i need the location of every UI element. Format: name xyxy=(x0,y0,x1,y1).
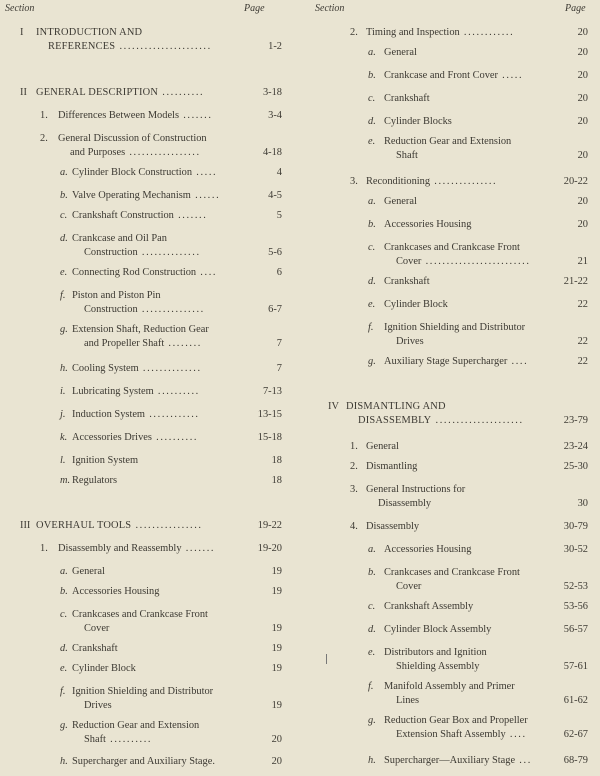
leader-dots: ....... xyxy=(179,110,213,121)
toc-entry-title: Ignition Shielding and Distributor xyxy=(72,686,214,697)
toc-entry-number: h. xyxy=(60,756,68,767)
toc-page-number: 19-22 xyxy=(257,520,282,531)
toc-entry-title: Lines xyxy=(396,695,420,706)
toc-entry-number: b. xyxy=(368,70,376,81)
toc-page-number: 19 xyxy=(271,586,282,597)
leader-dots: ................. xyxy=(125,147,201,158)
toc-entry-number: c. xyxy=(368,601,376,612)
leader-dots: ............... xyxy=(137,304,205,315)
leader-dots: .......... xyxy=(153,386,200,397)
toc-entry-title: Reduction Gear Box and Propeller xyxy=(384,715,528,726)
toc-entry-number: c. xyxy=(60,210,68,221)
leader-dots: .... xyxy=(505,729,527,740)
toc-page-number: 4 xyxy=(276,167,282,178)
toc-entry-number: 3. xyxy=(350,176,358,187)
toc-page-number: 56-57 xyxy=(563,624,588,635)
leader-dots: ....... xyxy=(181,543,216,554)
toc-entry-number: g. xyxy=(60,720,68,731)
leader-dots: .......... xyxy=(105,734,153,745)
toc-entry-title: General xyxy=(366,441,399,452)
toc-entry-number: c. xyxy=(60,609,68,620)
toc-page-number: 5-6 xyxy=(268,247,282,258)
toc-entry-title: Crankcase and Oil Pan xyxy=(72,233,167,244)
toc-entry-title: Cylinder Blocks xyxy=(384,116,452,127)
toc-page-number: 3-4 xyxy=(268,110,282,121)
toc-page-number: 20 xyxy=(577,196,588,207)
toc-page-number: 23-79 xyxy=(563,415,588,426)
toc-page-number: 1-2 xyxy=(268,41,282,52)
leader-dots: ...................... xyxy=(115,41,212,52)
toc-page-number: 22 xyxy=(577,356,588,367)
toc-page-number: 30-52 xyxy=(563,544,588,555)
toc-entry-number: a. xyxy=(368,47,376,58)
toc-entry-title: Crankshaft Construction ....... xyxy=(72,210,208,221)
toc-entry-number: 2. xyxy=(40,133,48,144)
toc-page-number: 7-13 xyxy=(262,386,282,397)
toc-entry-title: Crankcases and Crankcase Front xyxy=(72,609,208,620)
toc-entry-title: DISMANTLING AND xyxy=(346,401,446,412)
toc-entry-number: III xyxy=(20,520,31,531)
toc-entry-title: Crankcases and Crankcase Front xyxy=(384,242,520,253)
toc-page-number: 19 xyxy=(271,566,282,577)
toc-entry-number: i. xyxy=(60,386,66,397)
toc-entry-title: Cylinder Block Construction ..... xyxy=(72,167,218,178)
toc-entry-number: b. xyxy=(60,586,68,597)
leader-dots: ...... xyxy=(190,190,221,201)
toc-entry-number: 3. xyxy=(350,484,358,495)
page-header-label: Page xyxy=(244,3,265,14)
toc-entry-number: f. xyxy=(368,681,374,692)
toc-entry-title: Timing and Inspection ............ xyxy=(366,27,515,38)
toc-entry-title: Crankshaft Assembly xyxy=(384,601,474,612)
toc-entry-title: REFERENCES ...................... xyxy=(48,41,212,52)
toc-entry-number: f. xyxy=(60,686,66,697)
leader-dots: ....... xyxy=(173,210,208,221)
toc-page-number: 5 xyxy=(276,210,282,221)
leader-dots: ........ xyxy=(164,338,202,349)
toc-page-number: 3-18 xyxy=(262,87,282,98)
toc-entry-title: Cover ......................... xyxy=(396,256,531,267)
toc-entry-title: Accessories Housing xyxy=(384,219,472,230)
toc-entry-number: a. xyxy=(368,544,376,555)
toc-entry-title: OVERHAUL TOOLS ................ xyxy=(36,520,203,531)
toc-entry-number: 2. xyxy=(350,461,358,472)
leader-dots: .............. xyxy=(137,247,201,258)
toc-entry-title: General xyxy=(72,566,105,577)
toc-entry-title: Reconditioning ............... xyxy=(366,176,498,187)
toc-page-number: 20 xyxy=(577,150,588,161)
toc-entry-number: d. xyxy=(60,233,68,244)
toc-entry-title: Auxiliary Stage Supercharger .... xyxy=(384,356,529,367)
toc-entry-title: Crankcases and Crankcase Front xyxy=(384,567,520,578)
toc-entry-title: Crankshaft xyxy=(384,276,430,287)
toc-page-number: 18 xyxy=(271,455,282,466)
toc-entry-title: Differences Between Models ....... xyxy=(58,110,213,121)
toc-entry-title: Crankshaft xyxy=(72,643,118,654)
leader-dots: ..... xyxy=(192,167,218,178)
toc-entry-number: a. xyxy=(368,196,376,207)
toc-entry-number: II xyxy=(20,87,27,98)
leader-dots: .............. xyxy=(138,363,202,374)
left-column xyxy=(0,0,292,776)
toc-entry-number: IV xyxy=(328,401,339,412)
toc-entry-number: b. xyxy=(368,219,376,230)
toc-page-number: 6 xyxy=(276,267,282,278)
toc-entry-number: e. xyxy=(368,136,376,147)
toc-entry-title: Shielding Assembly xyxy=(396,661,480,672)
toc-entry-title: Piston and Piston Pin xyxy=(72,290,161,301)
toc-page-number: 22 xyxy=(577,299,588,310)
toc-entry-number: I xyxy=(20,27,24,38)
toc-page-number: 20 xyxy=(577,27,588,38)
toc-entry-title: and Purposes ................. xyxy=(70,147,201,158)
toc-entry-title: Cylinder Block xyxy=(72,663,136,674)
leader-dots: ................ xyxy=(131,520,203,531)
leader-dots: ............ xyxy=(145,409,200,420)
toc-page-number: 23-24 xyxy=(563,441,588,452)
toc-entry-title: Induction System ............ xyxy=(72,409,200,420)
toc-entry-number: 2. xyxy=(350,27,358,38)
toc-entry-number: k. xyxy=(60,432,68,443)
toc-entry-number: f. xyxy=(368,322,374,333)
toc-entry-title: Disassembly xyxy=(366,521,420,532)
toc-entry-title: Ignition Shielding and Distributor xyxy=(384,322,526,333)
toc-page-number: 21 xyxy=(577,256,588,267)
toc-entry-title: Shaft .......... xyxy=(84,734,153,745)
toc-entry-title: Extension Shaft Assembly .... xyxy=(396,729,527,740)
toc-entry-number: e. xyxy=(368,299,376,310)
toc-entry-title: Supercharger—Auxiliary Stage ... xyxy=(384,755,532,766)
toc-entry-title: Cover xyxy=(396,581,422,592)
toc-entry-title: Cover xyxy=(84,623,110,634)
toc-entry-title: Crankshaft xyxy=(384,93,430,104)
toc-entry-number: g. xyxy=(368,356,376,367)
toc-page-number: 20 xyxy=(271,756,282,767)
right-column xyxy=(308,0,600,776)
toc-page-number: 7 xyxy=(276,363,282,374)
toc-entry-number: h. xyxy=(60,363,68,374)
section-header-label: Section xyxy=(5,3,35,14)
toc-entry-number: d. xyxy=(368,276,376,287)
toc-page-number: 19-20 xyxy=(257,543,282,554)
toc-entry-number: g. xyxy=(368,715,376,726)
toc-entry-number: 1. xyxy=(40,110,48,121)
toc-entry-title: Construction .............. xyxy=(84,247,201,258)
toc-entry-title: Lubricating System .......... xyxy=(72,386,200,397)
toc-page-number: 30-79 xyxy=(563,521,588,532)
toc-entry-title: Ignition System xyxy=(72,455,139,466)
toc-page-number: 52-53 xyxy=(563,581,588,592)
toc-page-number: 61-62 xyxy=(563,695,588,706)
toc-entry-number: 4. xyxy=(350,521,358,532)
toc-entry-title: Crankcase and Front Cover ..... xyxy=(384,70,524,81)
toc-entry-title: Reduction Gear and Extension xyxy=(384,136,512,147)
toc-entry-number: g. xyxy=(60,324,68,335)
leader-dots: ..... xyxy=(497,70,524,81)
toc-page-number: 25-30 xyxy=(563,461,588,472)
toc-entry-number: b. xyxy=(60,190,68,201)
leader-dots: ............ xyxy=(459,27,515,38)
toc-entry-title: Accessories Drives .......... xyxy=(72,432,199,443)
toc-entry-title: Supercharger and Auxiliary Stage. xyxy=(72,756,215,767)
scan-mark xyxy=(326,654,327,664)
toc-page-number: 21-22 xyxy=(563,276,588,287)
leader-dots: .... xyxy=(507,356,529,367)
toc-page-number: 19 xyxy=(271,643,282,654)
toc-entry-number: e. xyxy=(60,663,68,674)
toc-entry-title: Construction ............... xyxy=(84,304,205,315)
section-header-label-right: Section xyxy=(315,3,345,14)
toc-entry-title: Distributors and Ignition xyxy=(384,647,487,658)
toc-entry-number: d. xyxy=(368,624,376,635)
toc-page-number: 13-15 xyxy=(257,409,282,420)
toc-entry-title: Disassembly xyxy=(378,498,432,509)
toc-entry-number: e. xyxy=(368,647,376,658)
toc-page-number: 22 xyxy=(577,336,588,347)
toc-entry-number: c. xyxy=(368,93,376,104)
toc-page-number: 19 xyxy=(271,700,282,711)
toc-page-number: 18 xyxy=(271,475,282,486)
toc-entry-number: d. xyxy=(368,116,376,127)
toc-entry-title: Cylinder Block xyxy=(384,299,448,310)
toc-page-number: 53-56 xyxy=(563,601,588,612)
toc-page-number: 6-7 xyxy=(268,304,282,315)
toc-page-number: 20 xyxy=(577,70,588,81)
toc-entry-number: 1. xyxy=(40,543,48,554)
toc-entry-number: d. xyxy=(60,643,68,654)
toc-entry-number: 1. xyxy=(350,441,358,452)
toc-page-number: 19 xyxy=(271,623,282,634)
toc-entry-title: Valve Operating Mechanism ...... xyxy=(72,190,221,201)
toc-entry-title: General Discussion of Construction xyxy=(58,133,207,144)
toc-entry-number: m. xyxy=(60,475,71,486)
leader-dots: ..................... xyxy=(431,415,524,426)
toc-page-number: 20 xyxy=(577,93,588,104)
toc-entry-title: Connecting Rod Construction .... xyxy=(72,267,218,278)
toc-entry-number: b. xyxy=(368,567,376,578)
toc-entry-title: and Propeller Shaft ........ xyxy=(84,338,202,349)
toc-entry-number: c. xyxy=(368,242,376,253)
toc-entry-title: Dismantling xyxy=(366,461,418,472)
toc-entry-title: Accessories Housing xyxy=(384,544,472,555)
toc-page-number: 20-22 xyxy=(563,176,588,187)
toc-entry-number: h. xyxy=(368,755,376,766)
toc-entry-title: INTRODUCTION AND xyxy=(36,27,143,38)
toc-entry-title: General xyxy=(384,196,417,207)
leader-dots: .......... xyxy=(158,87,205,98)
leader-dots: .... xyxy=(196,267,218,278)
toc-page-number: 20 xyxy=(577,116,588,127)
leader-dots: ... xyxy=(515,755,532,766)
toc-page-number: 7 xyxy=(276,338,282,349)
toc-page-number: 19 xyxy=(271,663,282,674)
toc-entry-title: Extension Shaft, Reduction Gear xyxy=(72,324,209,335)
toc-entry-number: e. xyxy=(60,267,68,278)
toc-page-number: 68-79 xyxy=(563,755,588,766)
toc-entry-title: Accessories Housing xyxy=(72,586,160,597)
toc-entry-title: Manifold Assembly and Primer xyxy=(384,681,515,692)
toc-entry-number: a. xyxy=(60,566,68,577)
toc-page-number: 20 xyxy=(577,47,588,58)
toc-page-number: 30 xyxy=(577,498,588,509)
toc-entry-title: Disassembly and Reassembly ....... xyxy=(58,543,216,554)
toc-entry-title: Regulators xyxy=(72,475,118,486)
toc-entry-title: Reduction Gear and Extension xyxy=(72,720,200,731)
toc-entry-title: Drives xyxy=(84,700,112,711)
toc-page-number: 20 xyxy=(271,734,282,745)
page-header-label-right: Page xyxy=(565,3,586,14)
toc-entry-number: l. xyxy=(60,455,66,466)
leader-dots: ......................... xyxy=(421,256,531,267)
toc-page-number: 15-18 xyxy=(257,432,282,443)
toc-page-number: 62-67 xyxy=(563,729,588,740)
toc-page-number: 20 xyxy=(577,219,588,230)
toc-page-number: 4-18 xyxy=(262,147,282,158)
toc-entry-title: GENERAL DESCRIPTION .......... xyxy=(36,87,205,98)
toc-entry-title: Drives xyxy=(396,336,424,347)
toc-entry-title: Cooling System .............. xyxy=(72,363,202,374)
leader-dots: .......... xyxy=(151,432,199,443)
toc-entry-title: General xyxy=(384,47,417,58)
toc-entry-title: General Instructions for xyxy=(366,484,466,495)
leader-dots: ............... xyxy=(430,176,498,187)
toc-entry-number: a. xyxy=(60,167,68,178)
toc-entry-title: Shaft xyxy=(396,150,418,161)
toc-page-number: 4-5 xyxy=(268,190,282,201)
toc-entry-number: f. xyxy=(60,290,66,301)
toc-entry-title: DISASSEMBLY ..................... xyxy=(358,415,524,426)
toc-entry-title: Cylinder Block Assembly xyxy=(384,624,492,635)
toc-entry-number: j. xyxy=(60,409,66,420)
toc-page-number: 57-61 xyxy=(563,661,588,672)
